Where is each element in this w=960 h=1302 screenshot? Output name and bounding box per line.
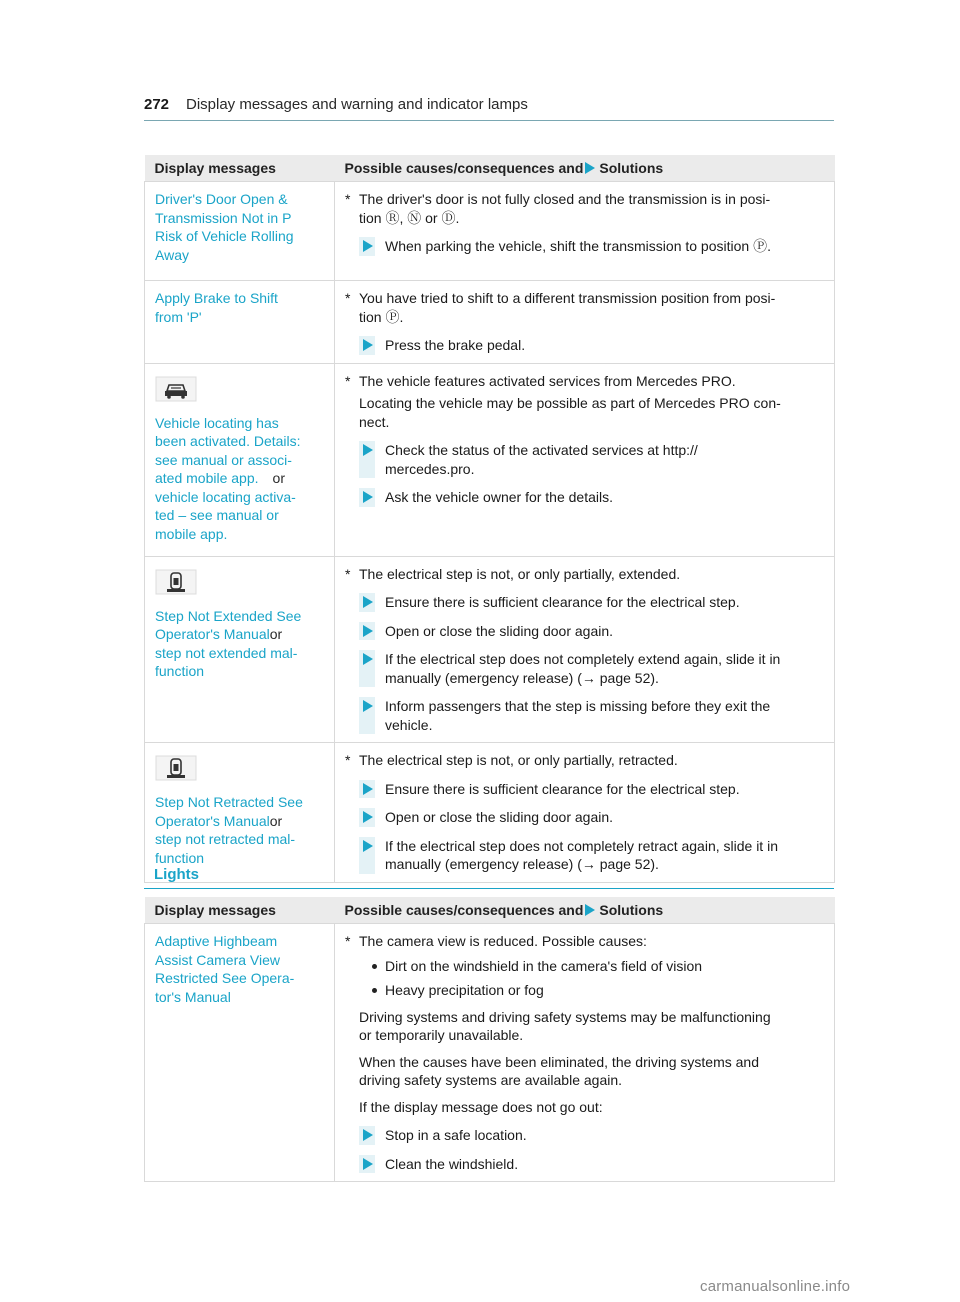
- explanation-text: Driving systems and driving safety systems may be malfunctioning or temporarily unavailable.: [359, 1008, 771, 1043]
- causes-cell: [335, 363, 835, 556]
- vehicle-locating-icon: [155, 376, 197, 402]
- display-message: [155, 414, 324, 544]
- explanation-text: If the display message does not go out:: [359, 1098, 603, 1115]
- cause-text: The electrical step is not, or only partially, extended.: [359, 565, 681, 582]
- display-messages-table: [144, 155, 835, 883]
- col-header-causes-text: Possible causes/consequences and: [344, 902, 584, 918]
- table-row: [145, 556, 835, 743]
- watermark: carmanualsonline.info: [700, 1278, 851, 1295]
- bullet-text: Dirt on the windshield in the camera's field of vision: [385, 957, 703, 974]
- solution-item: [345, 488, 824, 507]
- col-header-solutions-text: Solutions: [599, 160, 664, 176]
- or-text: or: [272, 470, 285, 486]
- solution-arrow-icon: [363, 1158, 373, 1170]
- message-cell: [145, 743, 335, 883]
- solution-text: If the electrical step does not completely retract again, slide it in manually (emergency release) (→ page 52).: [385, 837, 778, 872]
- display-message-alt-text: step not retracted mal- function: [155, 831, 296, 866]
- causes-cell: [335, 924, 835, 1182]
- solution-item: [345, 780, 824, 799]
- display-message: Driver's Door Open & Transmission Not in P Risk of Vehicle Rolling Away: [155, 191, 294, 263]
- display-message-text: Step Not Extended See Operator's Manual: [155, 607, 302, 642]
- bullet-item: [345, 981, 824, 1000]
- solution-arrow-icon: [363, 700, 373, 712]
- table-header-row: [145, 155, 835, 182]
- solution-text: Inform passengers that the step is missing before they exit the vehicle.: [385, 698, 771, 733]
- solution-item: [345, 650, 824, 687]
- message-cell: [145, 924, 335, 1182]
- cause-text: The driver's door is not fully closed and the transmission is in posi- tion Ⓡ, Ⓝ or Ⓓ.: [359, 191, 771, 226]
- solution-arrow-icon: [363, 811, 373, 823]
- solution-text: When parking the vehicle, shift the transmission to position Ⓟ.: [385, 238, 771, 254]
- display-message-text: Vehicle locating has been activated. Details: see manual or associ- ated mobile app.: [155, 414, 301, 486]
- or-text: or: [269, 626, 283, 642]
- solution-arrow-icon: [363, 653, 373, 665]
- cause-item: * You have tried to shift to a different transmission position from posi- tion Ⓟ.: [345, 290, 776, 325]
- solution-arrow-icon: [363, 1129, 373, 1141]
- solution-text: Open or close the sliding door again.: [385, 809, 614, 825]
- explanation-text: Locating the vehicle may be possible as part of Mercedes PRO con- nect.: [359, 395, 781, 430]
- bullet-text: Heavy precipitation or fog: [385, 982, 544, 998]
- display-message: Adaptive Highbeam Assist Camera View Restricted See Opera- tor's Manual: [155, 933, 295, 1005]
- cause-item: * The driver's door is not fully closed and the transmission is in posi- tion Ⓡ, Ⓝ or Ⓓ.: [345, 191, 771, 226]
- cause-text: The electrical step is not, or only partially, retracted.: [359, 752, 678, 768]
- cause-item: * The electrical step is not, or only partially, retracted.: [345, 752, 678, 768]
- solution-item: [345, 237, 824, 256]
- solution-item: [345, 622, 824, 641]
- table-row: [145, 743, 835, 883]
- page-number: 272: [144, 96, 170, 113]
- col-header-causes: [335, 897, 835, 924]
- causes-cell: [335, 182, 835, 281]
- solution-arrow-icon: [363, 783, 373, 795]
- solution-text: Check the status of the activated services at http:// mercedes.pro.: [385, 442, 698, 477]
- display-message: Apply Brake to Shift from 'P': [155, 290, 278, 325]
- lights-title: Lights: [154, 866, 199, 883]
- display-message: [155, 607, 324, 681]
- solution-text: Ensure there is sufficient clearance for the electrical step.: [385, 594, 740, 610]
- solution-item: [345, 808, 824, 827]
- solution-arrow-icon: [363, 596, 373, 608]
- bullet-item: [345, 957, 824, 976]
- table-row: [145, 281, 835, 364]
- col-header-causes: [335, 155, 835, 182]
- col-header-solutions-text: Solutions: [599, 902, 664, 918]
- solution-arrow-icon: [585, 162, 595, 174]
- electrical-step-icon: [155, 755, 197, 781]
- cause-text: The vehicle features activated services from Mercedes PRO.: [359, 372, 736, 389]
- cause-item: * The vehicle features activated services from Mercedes PRO.: [345, 372, 736, 389]
- table-row: [145, 924, 835, 1182]
- solution-text: Clean the windshield.: [385, 1155, 519, 1172]
- solution-text: If the electrical step does not completely extend again, slide it in manually (emergency release) (→ page 52).: [385, 651, 781, 686]
- causes-cell: [335, 556, 835, 743]
- message-cell: [145, 363, 335, 556]
- table-row: [145, 363, 835, 556]
- lights-table: [144, 897, 835, 1182]
- page-title: Display messages and warning and indicator lamps: [186, 96, 528, 113]
- solution-item: [345, 1155, 824, 1174]
- solution-text: Press the brake pedal.: [385, 337, 526, 353]
- cause-item: * The electrical step is not, or only partially, extended.: [345, 565, 681, 582]
- cause-item: * The camera view is reduced. Possible causes:: [345, 933, 647, 949]
- table-row: [145, 182, 835, 281]
- solution-arrow-icon: [363, 240, 373, 252]
- solution-text: Ask the vehicle owner for the details.: [385, 489, 614, 505]
- causes-cell: [335, 743, 835, 883]
- cause-text: The camera view is reduced. Possible causes:: [359, 933, 647, 949]
- solution-text: Stop in a safe location.: [385, 1127, 527, 1143]
- causes-cell: [335, 281, 835, 364]
- solution-text: Open or close the sliding door again.: [385, 622, 614, 639]
- solution-arrow-icon: [363, 444, 373, 456]
- solution-item: [345, 593, 824, 612]
- display-message: [155, 793, 324, 867]
- solution-arrow-icon: [363, 625, 373, 637]
- message-cell: [145, 556, 335, 743]
- solution-text: Ensure there is sufficient clearance for the electrical step.: [385, 780, 740, 797]
- col-header-causes-text: Possible causes/consequences and: [344, 160, 584, 176]
- solution-item: [345, 1126, 824, 1145]
- col-header-display-messages: Display messages: [145, 155, 335, 182]
- solution-arrow-icon: [363, 339, 373, 351]
- col-header-display-messages: Display messages: [145, 897, 335, 924]
- display-message-alt-text: vehicle locating activa- ted – see manual or mobile app.: [155, 488, 296, 542]
- explanation-text: When the causes have been eliminated, the driving systems and driving safety systems are available again.: [359, 1053, 760, 1088]
- solution-item: [345, 336, 824, 355]
- cause-text: You have tried to shift to a different transmission position from posi- tion Ⓟ.: [359, 290, 776, 325]
- solution-arrow-icon: [363, 840, 373, 852]
- message-cell: [145, 182, 335, 281]
- bullet-dot-icon: [372, 964, 377, 969]
- display-message-text: Step Not Retracted See Operator's Manual: [155, 794, 303, 829]
- bullet-dot-icon: [372, 988, 377, 993]
- table-header-row: [145, 897, 835, 924]
- display-message-alt-text: step not extended mal- function: [155, 644, 298, 679]
- lights-section-heading: [144, 864, 834, 889]
- or-text: or: [269, 812, 283, 829]
- page-header: [144, 94, 834, 121]
- solution-item: [345, 441, 824, 478]
- electrical-step-icon: [155, 569, 197, 595]
- solution-arrow-icon: [363, 491, 373, 503]
- solution-item: [345, 697, 824, 734]
- message-cell: [145, 281, 335, 364]
- solution-arrow-icon: [585, 904, 595, 916]
